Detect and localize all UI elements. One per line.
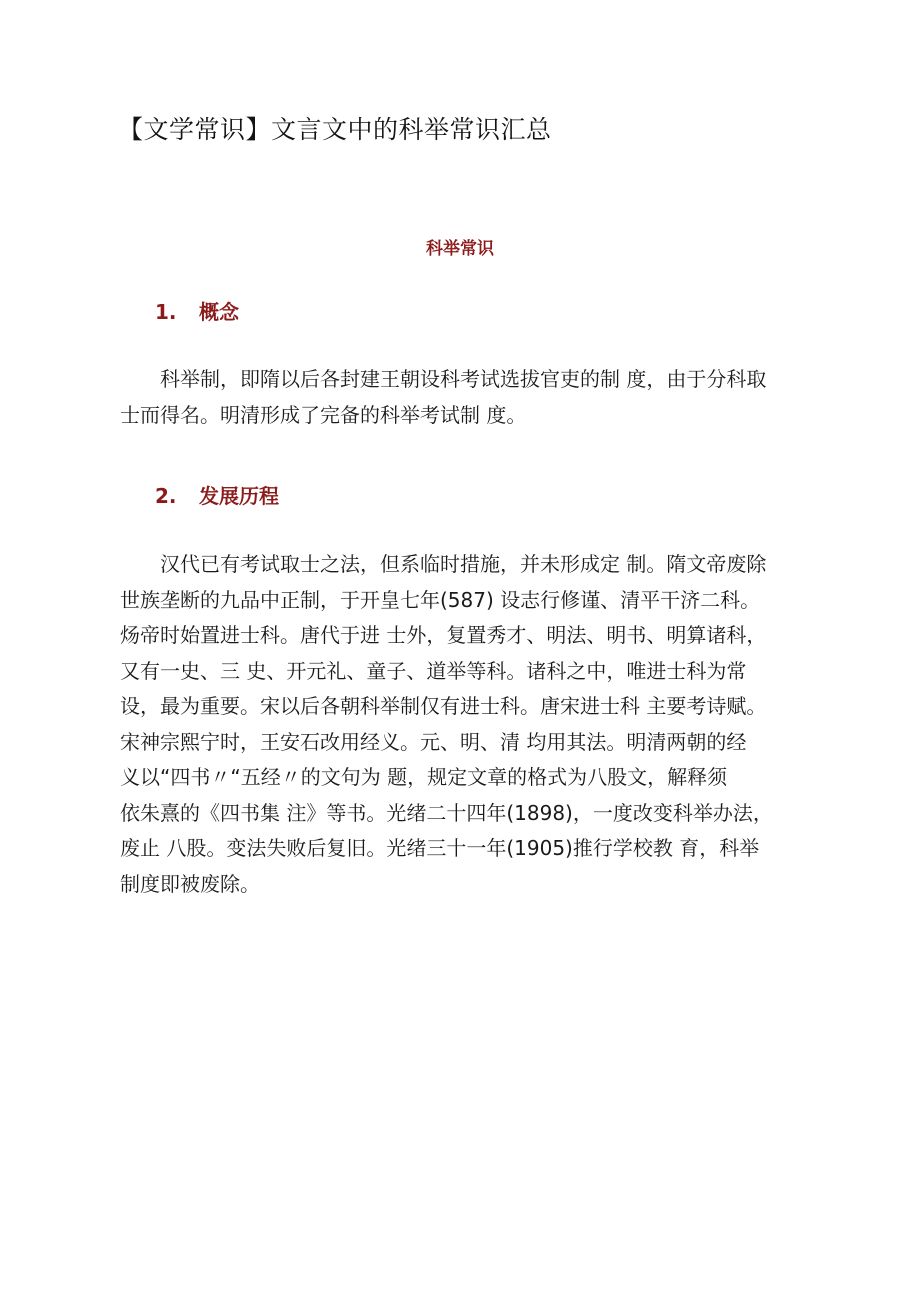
paragraph-line: 炀帝时始置进士科。唐代于进 士外，复置秀才、明法、明书、明算诸科，: [120, 623, 767, 647]
subheading-number: 1.: [155, 300, 177, 324]
paragraph-line: 依朱熹的《四书集 注》等书。光绪二十四年(1898)，一度改变科举办法，: [120, 800, 773, 825]
document-title: 【文学常识】文言文中的科举常识汇总: [118, 115, 552, 144]
paragraph-concept: [120, 362, 850, 433]
paragraph-line: 科举制，即隋以后各封建王朝设科考试选拔官吏的制 度，由于分科取: [120, 367, 767, 391]
subheading-development: [155, 481, 279, 511]
subheading-concept: [155, 297, 239, 327]
paragraph-line: 制度即被废除。: [120, 871, 260, 896]
paragraph-line: 宋神宗熙宁时，王安石改用经义。元、明、清 均用其法。明清两朝的经: [120, 729, 747, 754]
paragraph-line: 又有一史、三 史、开元礼、童子、道举等科。诸科之中，唯进士科为常: [120, 658, 747, 683]
subheading-number: 2.: [155, 484, 177, 508]
paragraph-line: 世族垄断的九品中正制，于开皇七年(587) 设志行修谨、清平干济二科。: [120, 587, 761, 612]
section-heading: 科举常识: [426, 239, 494, 259]
paragraph-line: 废止 八股。变法失败后复旧。光绪三十一年(1905)推行学校教 育，科举: [120, 836, 760, 860]
paragraph-line: 设，最为重要。宋以后各朝科举制仅有进士科。唐宋进士科 主要考诗赋。: [120, 694, 767, 718]
paragraph-line: 义以“四书〃“五经〃的文句为 题，规定文章的格式为八股文，解释须: [120, 765, 728, 789]
paragraph-line: 士而得名。明清形成了完备的科举考试制 度。: [120, 402, 527, 427]
subheading-label: 发展历程: [199, 484, 279, 508]
paragraph-development: [120, 547, 850, 902]
subheading-label: 概念: [199, 300, 239, 324]
paragraph-line: 汉代已有考试取士之法，但系临时措施，并未形成定 制。隋文帝废除: [120, 552, 767, 576]
